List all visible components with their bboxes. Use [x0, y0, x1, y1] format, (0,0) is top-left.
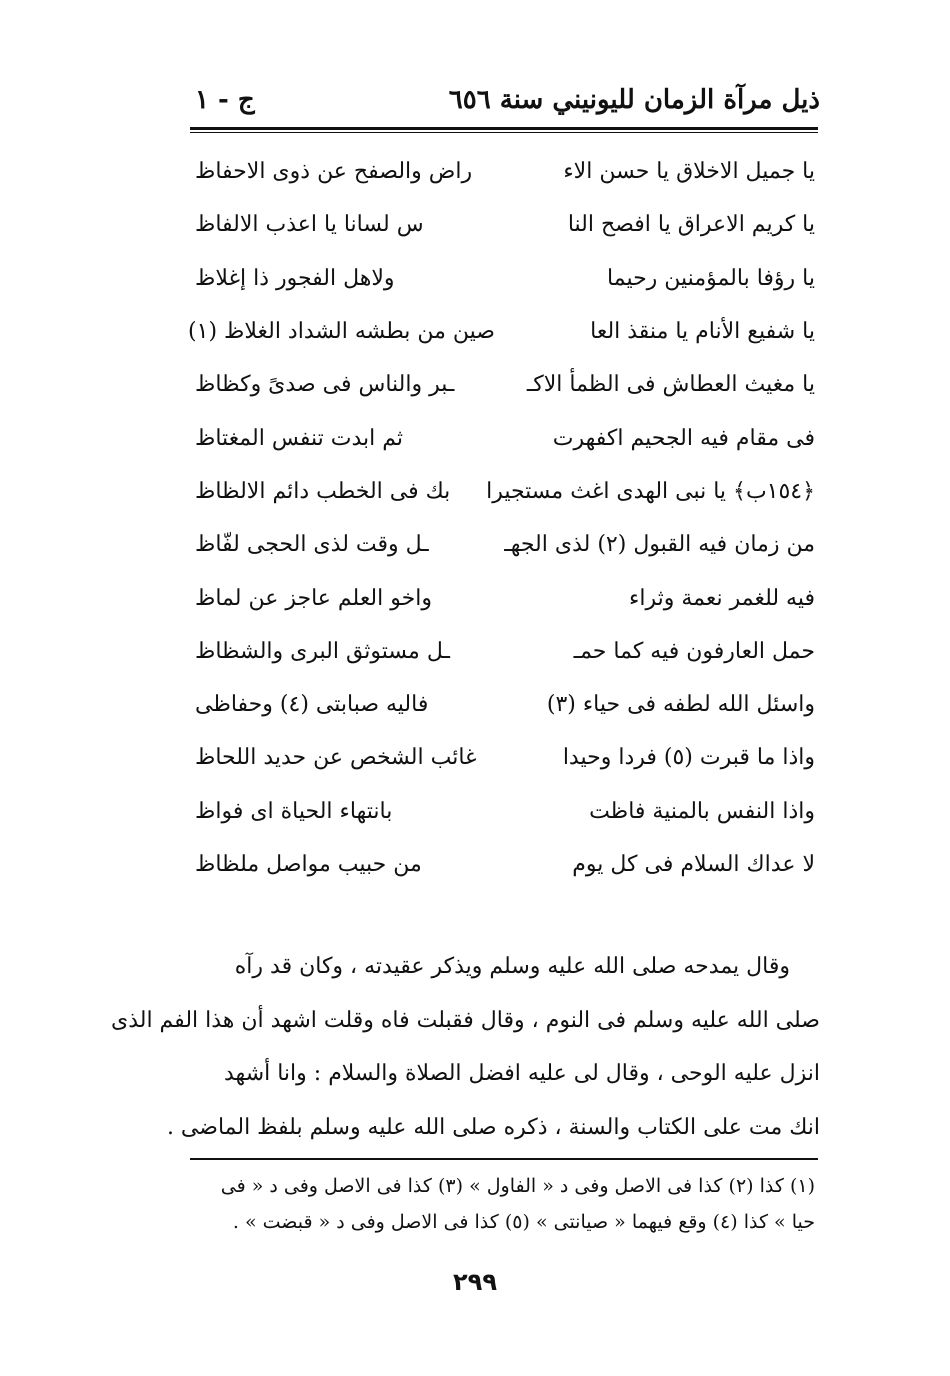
- verse-second-hemistich: ولاهل الفجور ذا إغلاظ: [195, 265, 395, 291]
- prose-line: انزل عليه الوحى ، وقال لى عليه افضل الصلاة والسلام : وانا أشهد: [224, 1061, 820, 1087]
- verse-second-hemistich: ـل وقت لذى الحجى لفّاظ: [195, 532, 429, 558]
- verse-line: [195, 731, 815, 784]
- verse-first-hemistich: واذا النفس بالمنية فاظت: [589, 798, 815, 824]
- verse-line: [195, 518, 815, 571]
- verse-first-hemistich: واذا ما قبرت (٥) فردا وحيدا: [562, 745, 815, 771]
- footnotes: [195, 1168, 815, 1240]
- verse-line: [195, 625, 815, 678]
- poem: [188, 145, 815, 891]
- verse-second-hemistich: بك فى الخطب دائم الالظاظ: [195, 478, 451, 504]
- verse-second-hemistich: بانتهاء الحياة اى فواظ: [195, 798, 393, 824]
- footnote-line: حيا » كذا (٤) وقع فيهما « صيانتى » (٥) كذا فى الاصل وفى د « قبضت » .: [232, 1211, 815, 1233]
- verse-line: [195, 358, 815, 411]
- verse-second-hemistich: ـبر والناس فى صدىً وكظاظ: [195, 372, 455, 398]
- verse-second-hemistich: س لسانا يا اعذب الالفاظ: [195, 212, 424, 238]
- page-number: ٢٩٩: [453, 1268, 497, 1296]
- verse-second-hemistich: واخو العلم عاجز عن لماظ: [195, 585, 432, 611]
- verse-first-hemistich: يا كريم الاعراق يا افصح النا: [567, 212, 815, 238]
- verse-first-hemistich: يا جميل الاخلاق يا حسن الاء: [563, 159, 815, 185]
- verse-first-hemistich: ﴿١٥٤ب﴾ يا نبى الهدى اغث مستجيرا: [486, 478, 815, 504]
- verse-second-hemistich: من حبيب مواصل ملظاظ: [195, 852, 422, 877]
- verse-first-hemistich: لا عداك السلام فى كل يوم: [572, 852, 815, 877]
- header-rule-thin: [190, 132, 818, 133]
- verse-line: [188, 305, 815, 358]
- verse-first-hemistich: يا مغيث العطاش فى الظمأ الاكـ: [526, 372, 815, 398]
- verse-second-hemistich: صين من بطشه الشداد الغلاظ (١): [188, 319, 495, 345]
- verse-second-hemistich: ثم ابدت تنفس المغتاظ: [195, 425, 404, 451]
- verse-first-hemistich: حمل العارفون فيه كما حمـ: [573, 638, 815, 664]
- verse-line: [195, 411, 815, 464]
- verse-second-hemistich: فاليه صبابتى (٤) وحفاظى: [195, 692, 429, 718]
- verse-line: [195, 465, 815, 518]
- verse-second-hemistich: غائب الشخص عن حديد اللحاظ: [195, 745, 477, 771]
- verse-line: [195, 785, 815, 838]
- footnote-line: (١) كذا (٢) كذا فى الاصل وفى د « الفاول » (٣) كذا فى الاصل وفى د « فى: [220, 1175, 815, 1197]
- verse-first-hemistich: فيه للغمر نعمة وثراء: [629, 585, 815, 611]
- verse-first-hemistich: واسئل الله لطفه فى حياء (٣): [546, 692, 815, 718]
- verse-line: [195, 252, 815, 305]
- verse-first-hemistich: يا شفيع الأنام يا منقذ العا: [590, 319, 815, 345]
- prose-line: وقال يمدحه صلى الله عليه وسلم ويذكر عقيدته ، وكان قد رآه: [234, 954, 790, 980]
- verse-line: [195, 571, 815, 624]
- header-title: ذيل مرآة الزمان لليونيني سنة ٦٥٦: [448, 85, 820, 115]
- verse-first-hemistich: فى مقام فيه الجحيم اكفهرت: [552, 425, 815, 451]
- verse-first-hemistich: من زمان فيه القبول (٢) لذى الجهـ: [504, 532, 815, 558]
- verse-second-hemistich: ـل مستوثق البرى والشظاظ: [195, 638, 450, 664]
- running-header: [195, 78, 820, 122]
- verse-first-hemistich: يا رؤفا بالمؤمنين رحيما: [607, 265, 815, 291]
- verse-line: [195, 145, 815, 198]
- prose-paragraph: [110, 940, 820, 1154]
- verse-line: [195, 198, 815, 251]
- verse-second-hemistich: راض والصفح عن ذوى الاحفاظ: [195, 159, 473, 185]
- footnote-rule: [190, 1158, 818, 1160]
- verse-line: [195, 678, 815, 731]
- prose-line: صلى الله عليه وسلم فى النوم ، وقال فقبلت فاه وقلت اشهد أن هذا الفم الذى: [110, 1007, 820, 1033]
- header-volume: ج - ١: [195, 85, 255, 115]
- verse-line: [195, 838, 815, 891]
- header-rule: [190, 127, 818, 130]
- prose-line: انك مت على الكتاب والسنة ، ذكره صلى الله عليه وسلم بلفظ الماضى .: [166, 1114, 820, 1140]
